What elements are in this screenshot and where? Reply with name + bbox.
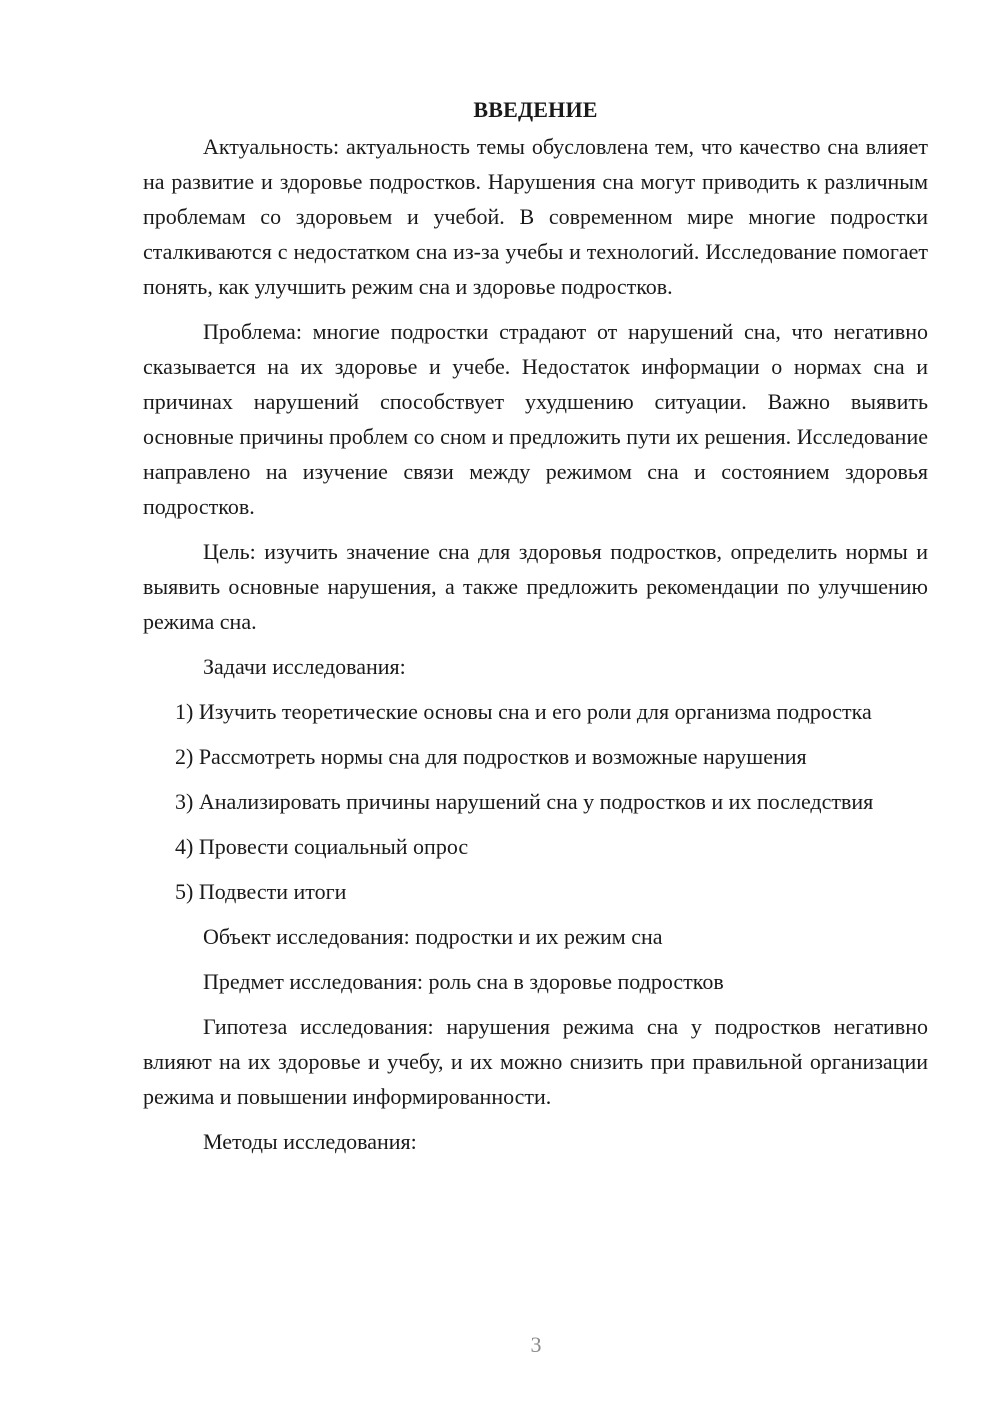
- list-item: 4) Провести социальный опрос: [175, 834, 469, 859]
- paragraph-problem: Проблема: многие подростки страдают от нарушений сна, что негативно сказывается на их здоровье и учебе. Недостаток информации о нормах сна и причинах нарушений способствует ухудшению ситуации. Важно выявить основные причины проблем со сном и предложить пути их решения. Исследование направлено на изучение связи между режимом сна и состоянием здоровья подростков.: [143, 319, 928, 519]
- list-item: 2) Рассмотреть нормы сна для подростков и возможные нарушения: [175, 744, 807, 769]
- document-page: [143, 92, 928, 1169]
- list-item: 1) Изучить теоретические основы сна и его роли для организма подростка: [175, 699, 872, 724]
- page-number: 3: [530, 1332, 542, 1357]
- paragraph-object: Объект исследования: подростки и их режим сна: [203, 924, 663, 949]
- paragraph-goal: Цель: изучить значение сна для здоровья подростков, определить нормы и выявить основные нарушения, а также предложить рекомендации по улучшению режима сна.: [143, 539, 928, 634]
- list-item: 5) Подвести итоги: [175, 879, 347, 904]
- list-item: 3) Анализировать причины нарушений сна у подростков и их последствия: [175, 789, 874, 814]
- tasks-list: [143, 694, 928, 909]
- paragraph-subject: Предмет исследования: роль сна в здоровье подростков: [203, 969, 724, 994]
- paragraph-hypothesis: Гипотеза исследования: нарушения режима сна у подростков негативно влияют на их здоровье и учебу, и их можно снизить при правильной организации режима и повышении информированности.: [143, 1014, 928, 1109]
- section-title: ВВЕДЕНИЕ: [473, 97, 598, 122]
- tasks-heading: Задачи исследования:: [203, 654, 406, 679]
- paragraph-relevance: Актуальность: актуальность темы обусловлена тем, что качество сна влияет на развитие и здоровье подростков. Нарушения сна могут приводить к различным проблемам со здоровьем и учебой. В современном мире многие подростки сталкиваются с недостатком сна из-за учебы и технологий. Исследование помогает понять, как улучшить режим сна и здоровье подростков.: [143, 134, 928, 299]
- methods-heading: Методы исследования:: [203, 1129, 417, 1154]
